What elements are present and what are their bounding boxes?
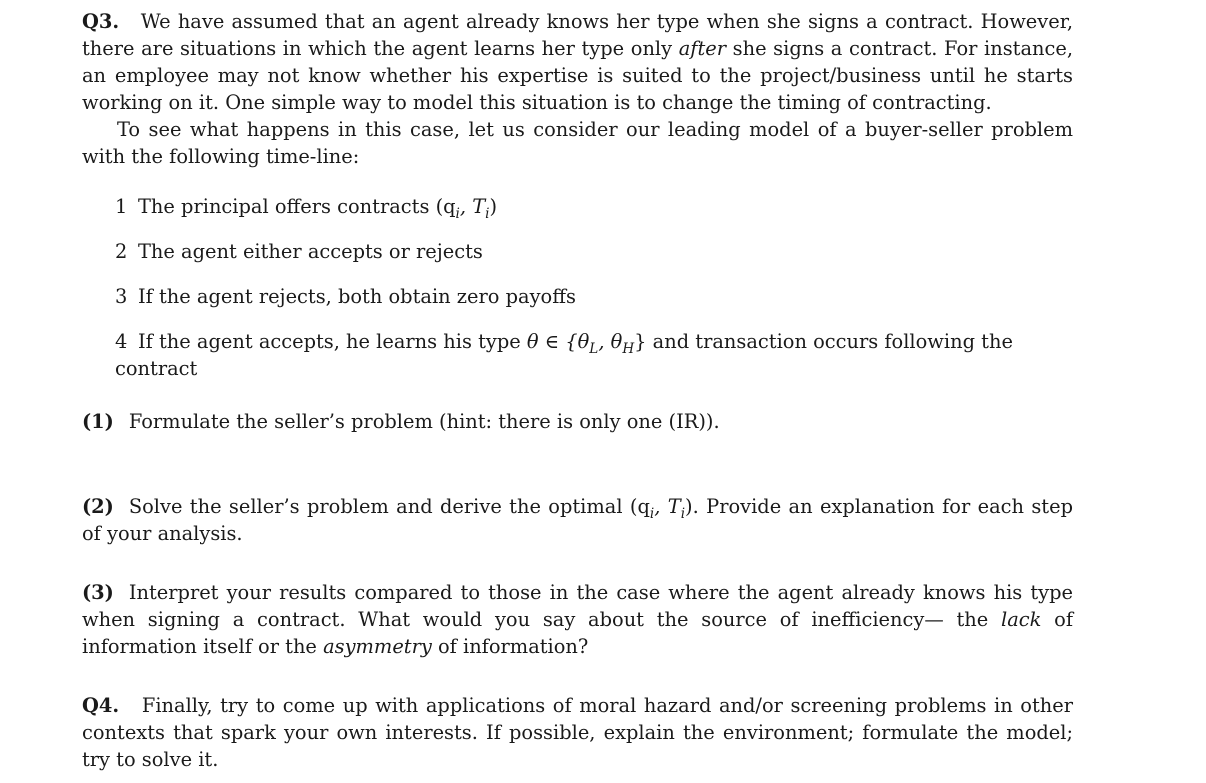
q4-paragraph (82, 692, 1073, 773)
subquestion-text: Formulate the seller’s problem (hint: there is only one (IR)). (128, 410, 720, 433)
timeline-num: 3 (115, 285, 128, 308)
q3-label: Q3. (82, 10, 120, 33)
subquestion-text-3: of information? (431, 635, 589, 658)
timeline-text-b: and transaction occurs following the contract (115, 330, 1013, 380)
subquestion-text-2: . Provide an explanation for each step of your analysis. (82, 495, 1073, 545)
timeline-text: If the agent rejects, both obtain zero payoffs (138, 285, 576, 308)
contract-math: ($q_i$, $T_i$) (435, 195, 498, 222)
timeline-num: 1 (115, 195, 128, 218)
emph-lack: lack (1001, 608, 1042, 631)
timeline-item-4 (115, 328, 1073, 382)
timeline-list (115, 193, 1073, 382)
subquestion-text-2: of information itself or the (82, 608, 1074, 658)
q3-paragraph-2: To see what happens in this case, let us consider our leading model of a buyer-seller problem with the following time-line: (82, 118, 1073, 168)
timeline-text-a: If the agent accepts, he learns his type (138, 330, 527, 353)
q3-emph-after: after (678, 37, 726, 60)
document-page (82, 8, 1073, 773)
q4-label: Q4. (82, 694, 120, 717)
q3-text-2: she signs a contract. For instance, an employee may not know whether his expertise is suited to the project/business until he starts working on it. One simple way to model this situation is to change the timing of contracting. (82, 37, 1073, 114)
timeline-num: 4 (115, 330, 128, 353)
subquestion-label: (1) (82, 410, 114, 433)
subquestion-label: (2) (82, 495, 114, 518)
subquestion-3 (82, 579, 1073, 660)
type-set-math: θ ∈ {$\theta_L$, $\theta_H$} (526, 330, 647, 357)
q3-paragraph (82, 8, 1073, 116)
subquestion-1 (82, 408, 1073, 435)
subquestion-text-1: Solve the seller’s problem and derive the optimal (128, 495, 630, 518)
contract-math: ($q_i$, $T_i$) (629, 495, 693, 522)
timeline-item-1 (115, 193, 1073, 220)
q4-text: Finally, try to come up with applications of moral hazard and/or screening problems in other contexts that spark your own interests. If possible, explain the environment; formulate the model; try to solve it. (82, 694, 1073, 771)
subquestion-label: (3) (82, 581, 114, 604)
timeline-num: 2 (115, 240, 128, 263)
q3-text-1: We have assumed that an agent already knows her type when she signs a contract. However, there are situations in which the agent learns her type only (82, 10, 1073, 60)
timeline-text: The agent either accepts or rejects (138, 240, 483, 263)
subquestion-2 (82, 493, 1073, 547)
emph-asymmetry: asymmetry (323, 635, 432, 658)
subquestion-text-1: Interpret your results compared to those in the case where the agent already knows his type when signing a contract. What would you say about the source of inefficiency— the (82, 581, 1073, 631)
timeline-item-3 (115, 283, 1073, 310)
timeline-text: The principal offers contracts (138, 195, 436, 218)
timeline-item-2 (115, 238, 1073, 265)
